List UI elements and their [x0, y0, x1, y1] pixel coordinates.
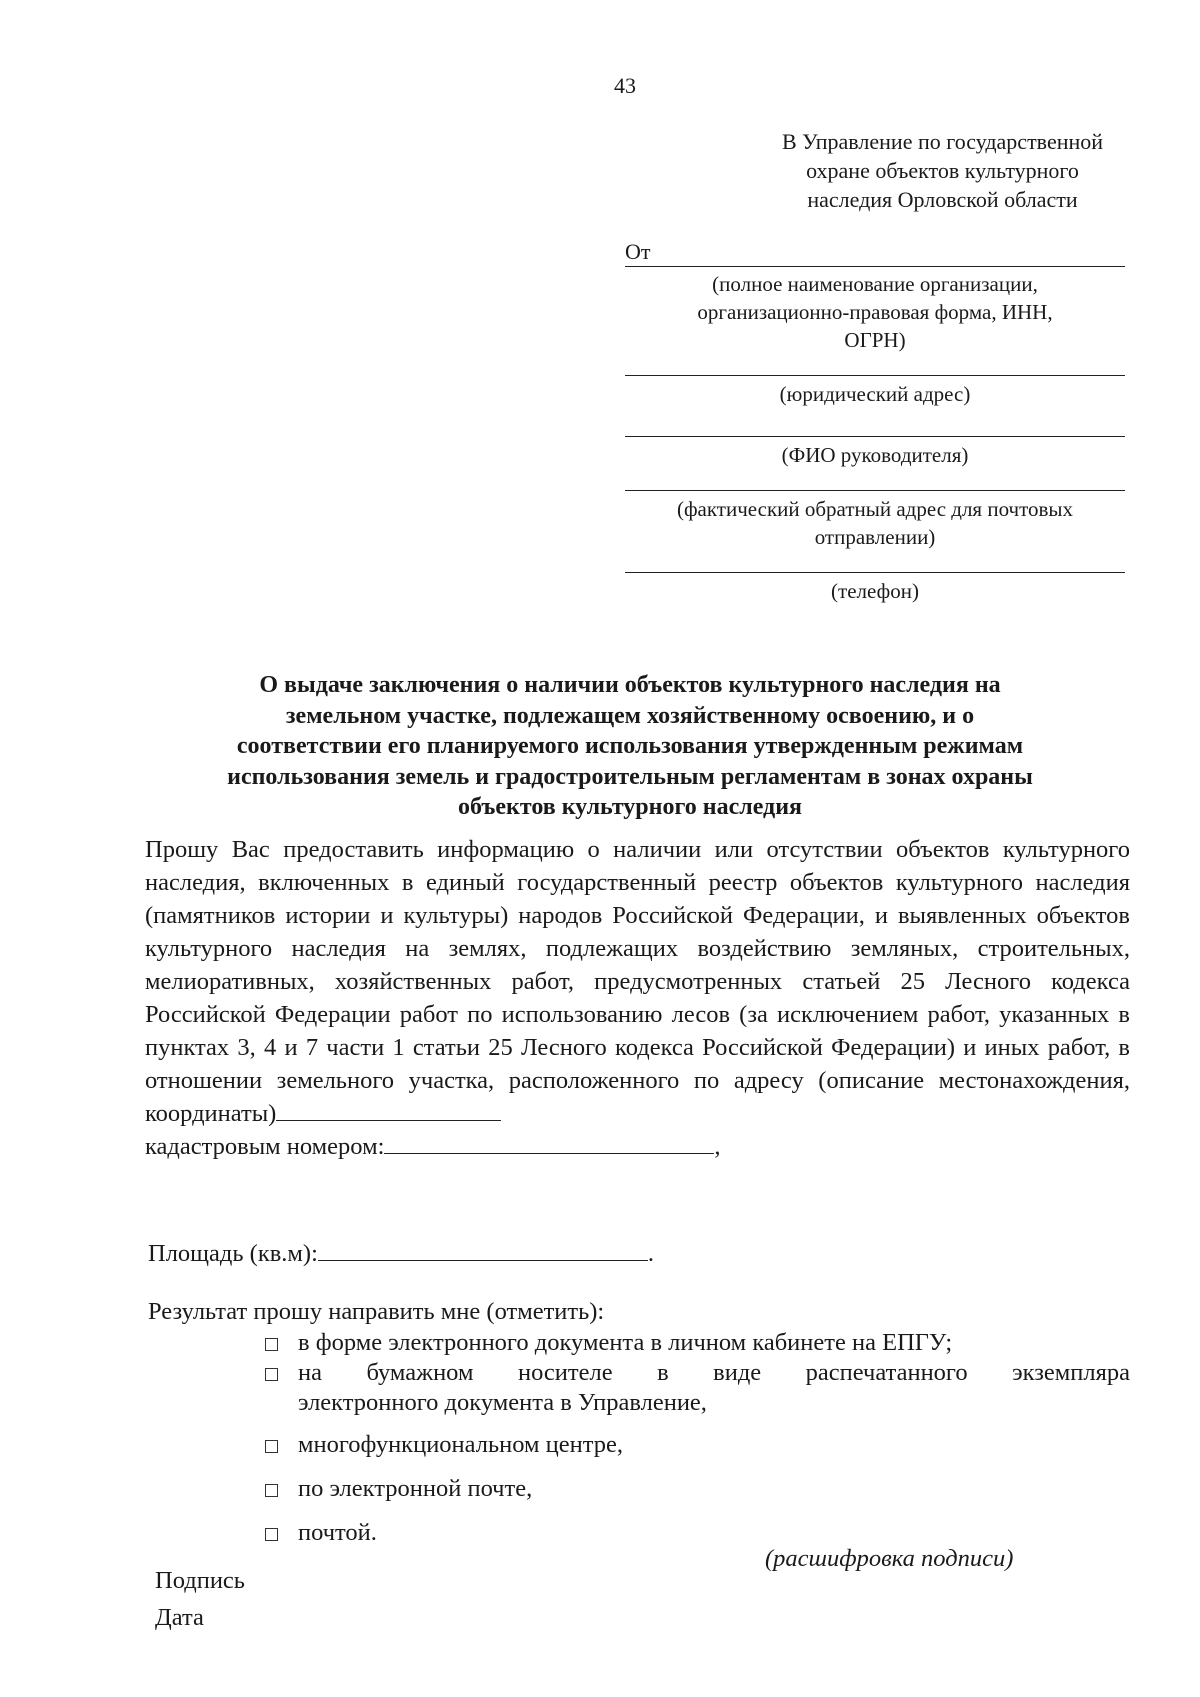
checkbox-icon[interactable] — [265, 1338, 278, 1351]
postal-address-field[interactable] — [625, 490, 1125, 491]
title-line: объектов культурного наследия — [457, 794, 803, 820]
signature-label: Подпись — [155, 1567, 245, 1594]
postal-address-caption — [625, 495, 1125, 551]
option-label: на бумажном носителе в виде распечатанного экземпляра — [298, 1359, 1130, 1386]
option-label: многофункциональном центре, — [298, 1431, 624, 1458]
area-tail: . — [647, 1240, 655, 1267]
area-line — [148, 1238, 654, 1268]
option-label: по электронной почте, — [298, 1475, 533, 1502]
location-field[interactable] — [276, 1098, 501, 1121]
caption-line: (полное наименование организации, — [712, 272, 1038, 296]
result-label: Результат прошу направить мне (отметить): — [148, 1298, 605, 1325]
title-line: соответствии его планируемого использования утвержденным режимам — [236, 733, 1024, 759]
phone-field[interactable] — [625, 572, 1125, 573]
title-line: земельном участке, подлежащем хозяйственному освоению, и о — [285, 702, 975, 729]
option-post[interactable] — [262, 1518, 1130, 1548]
checkbox-icon[interactable] — [265, 1528, 278, 1541]
checkbox-icon[interactable] — [265, 1484, 278, 1497]
option-epgu[interactable] — [262, 1328, 1130, 1358]
option-label: в форме электронного документа в личном кабинете на ЕПГУ; — [298, 1329, 953, 1356]
request-paragraph — [145, 833, 1130, 1163]
signature-hint: (расшифровка подписи) — [765, 1545, 1014, 1572]
title-line: О выдаче заключения о наличии объектов культурного наследия на — [259, 672, 1001, 698]
date-label: Дата — [155, 1604, 204, 1631]
legal-address-field[interactable] — [625, 375, 1125, 376]
director-field[interactable] — [625, 436, 1125, 437]
checkbox-icon[interactable] — [265, 1440, 278, 1453]
org-caption — [625, 270, 1125, 354]
director-caption: (ФИО руководителя) — [781, 443, 969, 467]
option-paper[interactable] — [262, 1358, 1130, 1418]
from-field[interactable] — [625, 238, 1125, 267]
title-line: использования земель и градостроительным регламентам в зонах охраны — [227, 763, 1033, 790]
area-label: Площадь (кв.м): — [148, 1240, 318, 1267]
option-label: почтой. — [298, 1519, 377, 1546]
option-label: электронного документа в Управление, — [298, 1389, 707, 1416]
phone-caption: (телефон) — [831, 579, 919, 603]
addressee-line: В Управление по государственной — [781, 129, 1104, 154]
caption-line: отправлении) — [814, 525, 936, 549]
cadastral-label: кадастровым номером: — [145, 1133, 385, 1160]
caption-line: (фактический обратный адрес для почтовых — [676, 497, 1074, 521]
cadastral-tail: , — [714, 1133, 721, 1160]
area-field[interactable] — [318, 1238, 648, 1261]
legal-address-caption: (юридический адрес) — [779, 382, 971, 406]
document-title — [150, 670, 1110, 823]
request-text: Прошу Вас предоставить информацию о наличии или отсутствии объектов культурного наследия, включенных в единый государственный реестр объектов культурного наследия (памятников истории и культуры) народов Российской Федерации, и выявленных объектов культурного наследия на землях, подлежащих воздействию земляных, строительных, мелиоративных, хозяйственных работ, предусмотренных статьей 25 Лесного кодекса Российской Федерации работ по использованию лесов (за исключением работ, указанных в пунктах 3, 4 и 7 части 1 статьи 25 Лесного кодекса Российской Федерации) и иных работ, в отношении земельного участка, расположенного по адресу (описание местонахождения, координаты) — [145, 836, 1130, 1127]
addressee-line: наследия Орловской области — [807, 187, 1078, 212]
page-number: 43 — [614, 73, 636, 98]
option-mfc[interactable] — [262, 1430, 1130, 1460]
addressee-line: охране объектов культурного — [806, 158, 1079, 183]
delivery-options — [262, 1328, 1130, 1548]
caption-line: ОГРН) — [844, 328, 906, 352]
caption-line: организационно-правовая форма, ИНН, — [697, 300, 1053, 324]
option-email[interactable] — [262, 1474, 1130, 1504]
addressee-block — [745, 127, 1140, 214]
from-label: От — [625, 239, 651, 264]
checkbox-icon[interactable] — [265, 1368, 278, 1381]
cadastral-number-field[interactable] — [384, 1131, 714, 1154]
